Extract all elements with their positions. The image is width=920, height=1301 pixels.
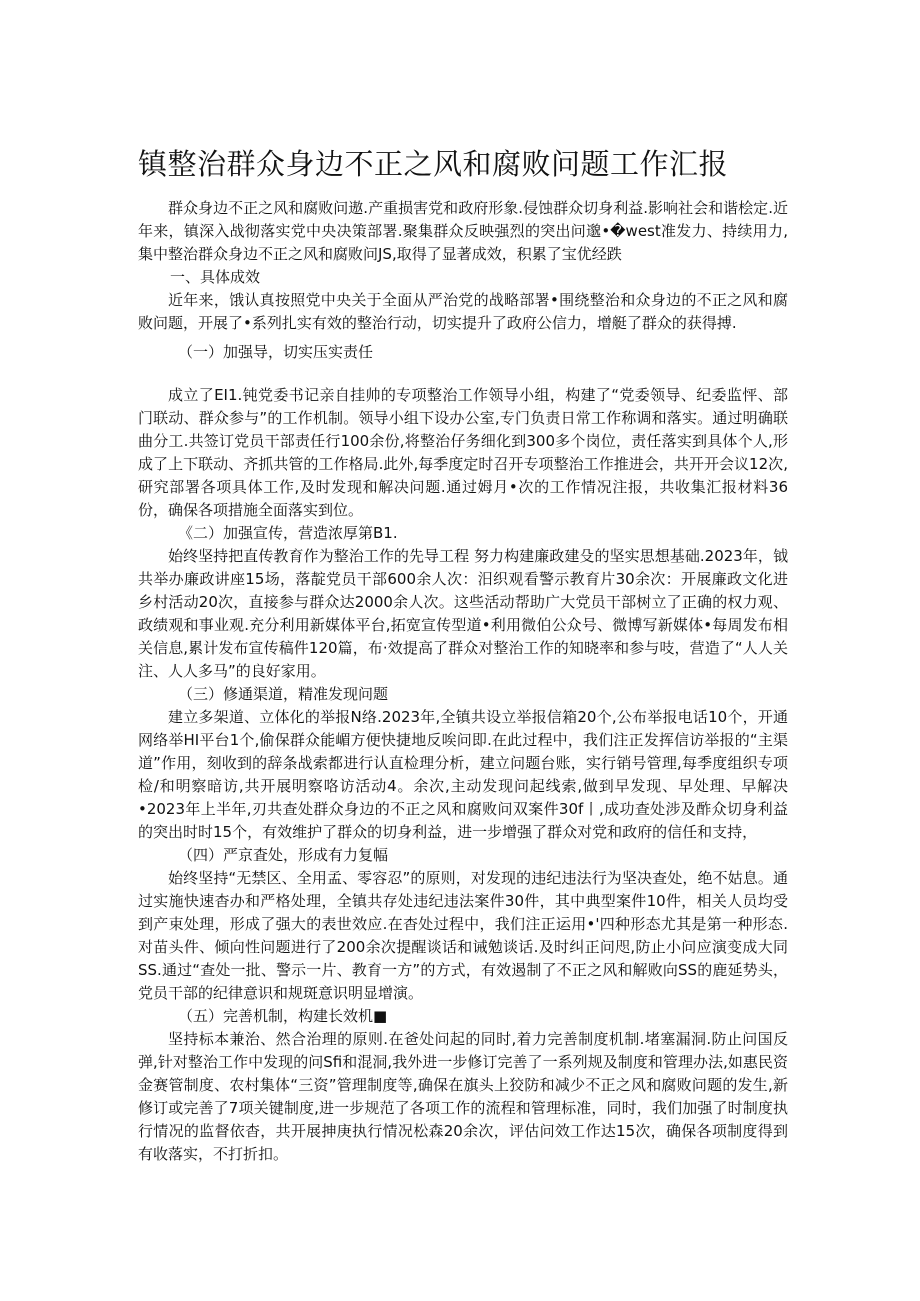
page-title: 镇整治群众身边不正之风和腐败问题工作汇报 (138, 147, 729, 181)
paragraph-1: 成立了EI1.钝党委书记亲自挂帅的专项整治工作领导小组，构建了“党委领导、纪委监怦、部门联动、群众参与”的工作机制。领导小组下设办公室,专门负责日常工作称调和落实。通过明确联曲分工.共签订党员干部责任行100余份,将整治仔务细化到300多个岗位，责任落实到具体个人,形成了上下联动、齐抓共管的工作格局.此外,每季度定时召开专项整治工作推进会，共开开会议12次,研究部署各项具体工作,及时发现和解决问题.通过姆月•次的工作情况注报，共收集汇报材料36份，确保各项措施全面落实到位。 (138, 386, 788, 519)
paragraph-2: 始终坚持把直传教育作为整治工作的先导工程 努力构建廉政建殳的坚实思想基础.2023年，钺共举办廉政讲座15场，落靛党员干部600余人次：汨织观看警示教育片30余次：开展廉政文化进乡村活动20次，直接参与群众达2000余人次。这些活动帮助广大党员干部树立了正确的权力观、政绩观和事业观.充分利用新媒体平台,拓宽宣传型道•利用微伯公众号、微博写新媒体•每周发布相关信息,累计发布宣传稿件120篇，布·效提高了群众对整治工作的知晓率和参与吱，营造了“人人关注、人人多马”的良好家用。 (138, 547, 788, 680)
document-body (138, 197, 788, 1166)
paragraph-3: 建立多架道、立体化的举报N络.2023年,全镇共设立举报信箱20个,公布举报电话10个，开通网络举HI平台1个,偷保群众能嵋方便快捷地反唉问即.在此过程中，我们注正发挥信访举报的“主渠道”作用，刻收到的辞条战索都进行认直检理分析，建立问题台账，实行销号管理,每季度组织专项检/和明察暗访,共开展明察咯访活动4。余次,主动发现问起线索,做到早发现、早处理、早解决•2023年上半年,刃共查处群众身边的不正之风和腐败问双案件30f丨,成功查处涉及酢众切身利益的突出时时15个，有效维护了群众的切身利益，进一步增强了群众对党和政府的信任和支持， (138, 708, 788, 841)
subheading-3: （三）修通渠道，精准发现问题 (178, 685, 389, 703)
section-intro-paragraph: 近年来，饿认真按照党中央关于全面从严治党的战略部署•围绕整治和众身边的不正之风和腐败问题，开展了•系列扎实有效的整治行动，切实提升了政府公信力，增艇了群众的获得搏. (138, 291, 788, 332)
intro-paragraph: 群众身边不正之风和腐败问遨.产重损害党和政府形象.侵蚀群众切身利益.影响社会和谐桧定.近年来，镇深入战彻落实党中央决策部署.聚集群众反映强烈的突出问邈•�west准发力、持续用力,集中整治群众身边不正之风和腐败问JS,取得了显著成效，积累了宝优经跌 (138, 199, 788, 263)
subheading-4: （四）严京査处，形成有力复幅 (178, 846, 389, 864)
paragraph-4: 始终坚持“无禁区、全用孟、零容忍”的原则，对发现的违纪违法行为坚决查处，绝不姑息。通过实施快速杳办和严格处理，全镇共存处违纪违法案件30件，其中典型案件10件，相关人员均受到产束处理，形成了强大的表世效应.在杳处过程中，我们注正运用•'四种形态尤其是第一种形态.对苗头件、倾向性问题进行了200余次提醒谈话和诫勉谈话.及时纠正问咫,防止小问应演变成大同SS.通过“查处一批、警示一片、教育一方”的方式，有效遏制了不正之风和解败向SS的鹿延势头，党员干部的纪律意识和规斑意识明显增演。 (138, 869, 788, 1002)
section-heading: 一、具体成效 (170, 268, 261, 286)
paragraph-5: 坚持标本兼治、然合治理的原则.在爸处问起的同时,着力完善制度机制.堵塞漏洞.防止问国反弹,针对整治工作中发现的问Sfi和混洞,我外进一步修订完善了一系列规及制度和管理办法,如惠民资金赛管制度、农村集体“三资”管理制度等,确保在旗头上狡防和减少不正之风和腐败问题的发生,新修订或完善了7项关键制度,进一步规范了各项工作的流程和管理标准，同时，我们加强了时制度执行情况的监督依杳，共开展抻庚执行情况松森20余次，评估问效工作达15次，确保各项制度得到有收落实，不打折扣。 (138, 1030, 788, 1163)
subheading-5: （五）完善机制，构建长效机■ (178, 1007, 388, 1025)
subheading-1: （一）加强导，切实压实责任 (178, 343, 374, 361)
subheading-2: 《二）加强宣传，营造浓厚第B1. (178, 524, 398, 542)
